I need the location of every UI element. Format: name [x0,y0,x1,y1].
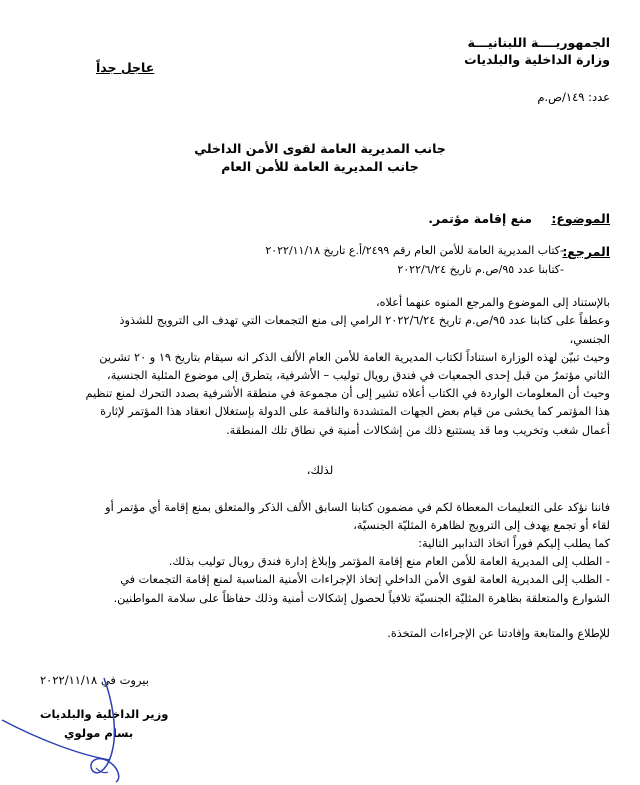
body-line: هذا المؤتمر كما يخشى من قيام بعض الجهات المتشددة والناقمة على الدولة بإستغلال انعقاد هذا المؤتمر لإثارة [100,405,610,418]
republic-heading: الجمهوريــــة اللبنانيـــة [467,35,610,50]
closing-line: للإطلاع والمتابعة وإفادتنا عن الإجراءات المتخذة. [387,627,610,640]
addressee-isf: جانب المديرية العامة لقوى الأمن الداخلي [194,141,446,156]
subject-label: الموضوع: [551,211,610,226]
instruction-line: - الطلب إلى المديرية العامة للأمن العام منع إقامة المؤتمر وإبلاغ إدارة فندق رويال توليب بذلك. [168,555,610,568]
ministry-heading: وزارة الداخلية والبلديات [464,52,610,67]
reference-label: المرجع: [562,244,610,259]
instruction-line: كما يطلب إليكم فوراً اتخاذ التدابير التالية: [418,537,610,550]
body-line: وعطفاً على كتابنا عدد ٩٥/ص.م تاريخ ٢٠٢٢/٦/٢٤ الرامي إلى منع التجمعات التي تهدف الى الترويج للشذوذ [119,314,610,327]
urgent-label: عاجل جداً [96,60,155,75]
body-line: بالإستناد إلى الموضوع والمرجع المنوه عنهما أعلاه، [375,296,610,309]
handwritten-signature [0,660,190,785]
place-date: بيروت في ٢٠٢٢/١١/١٨ [40,673,149,687]
signatory-name: بسام مولوي [64,726,134,740]
reference-line: -كتاب المديرية العامة للأمن العام رقم ٢٤٩٩/أ.ع تاريخ ٢٠٢٢/١١/١٨ [265,244,564,257]
body-line: أعمال شغب وتخريب وما قد يستتبع ذلك من إشكالات أمنية في نطاق تلك المنطقة. [226,424,610,437]
body-line: وحيث أن المعلومات الواردة في الكتاب أعلاه تشير إلى أن مجموعة في منطقة الأشرفية بصدد التحرك لمنع تنظيم [85,387,610,400]
addressee-general-security: جانب المديرية العامة للأمن العام [221,159,419,174]
instruction-line: الشوارع والمتعلقة بظاهرة المثليّة الجنسيّة تلافياً لحصول إشكالات أمنية وذلك حفاظاً على سلامة المواطنين. [113,592,610,605]
body-line: الجنسي، [569,333,610,346]
signatory-title: وزير الداخلية والبلديات [40,707,169,721]
subject-value: منع إقامة مؤتمر. [428,211,532,226]
instruction-line: - الطلب إلى المديرية العامة لقوى الأمن الداخلي إتخاذ الإجراءات الأمنية المناسبة لمنع إقامة التجمعات في [120,573,610,586]
body-line: الثاني مؤتمرٌ من قبل إحدى الجمعيات في فندق رويال توليب – الأشرفية، يتطرق إلى موضوع المثلية الجنسية، [107,369,610,382]
instruction-line: لقاء أو تجمع يهدف إلى الترويج لظاهرة المثليّة الجنسيّة، [353,519,610,532]
therefore-line: لذلك، [306,463,334,477]
reference-line: -كتابنا عدد ٩٥/ص.م تاريخ ٢٠٢٢/٦/٢٤ [397,263,564,276]
instruction-line: فاننا نؤكد على التعليمات المعطاة لكم في مضمون كتابنا السابق الألف الذكر والمتعلق بمنع إقامة أي مؤتمر أو [105,501,610,514]
reference-number: عدد: ١٤٩/ص.م [537,90,610,104]
body-line: وحيث تبيّن لهذه الوزارة استناداً لكتاب المديرية العامة للأمن العام الألف الذكر انه سيقام بتاريخ ١٩ و ٢٠ تشرين [99,351,610,364]
